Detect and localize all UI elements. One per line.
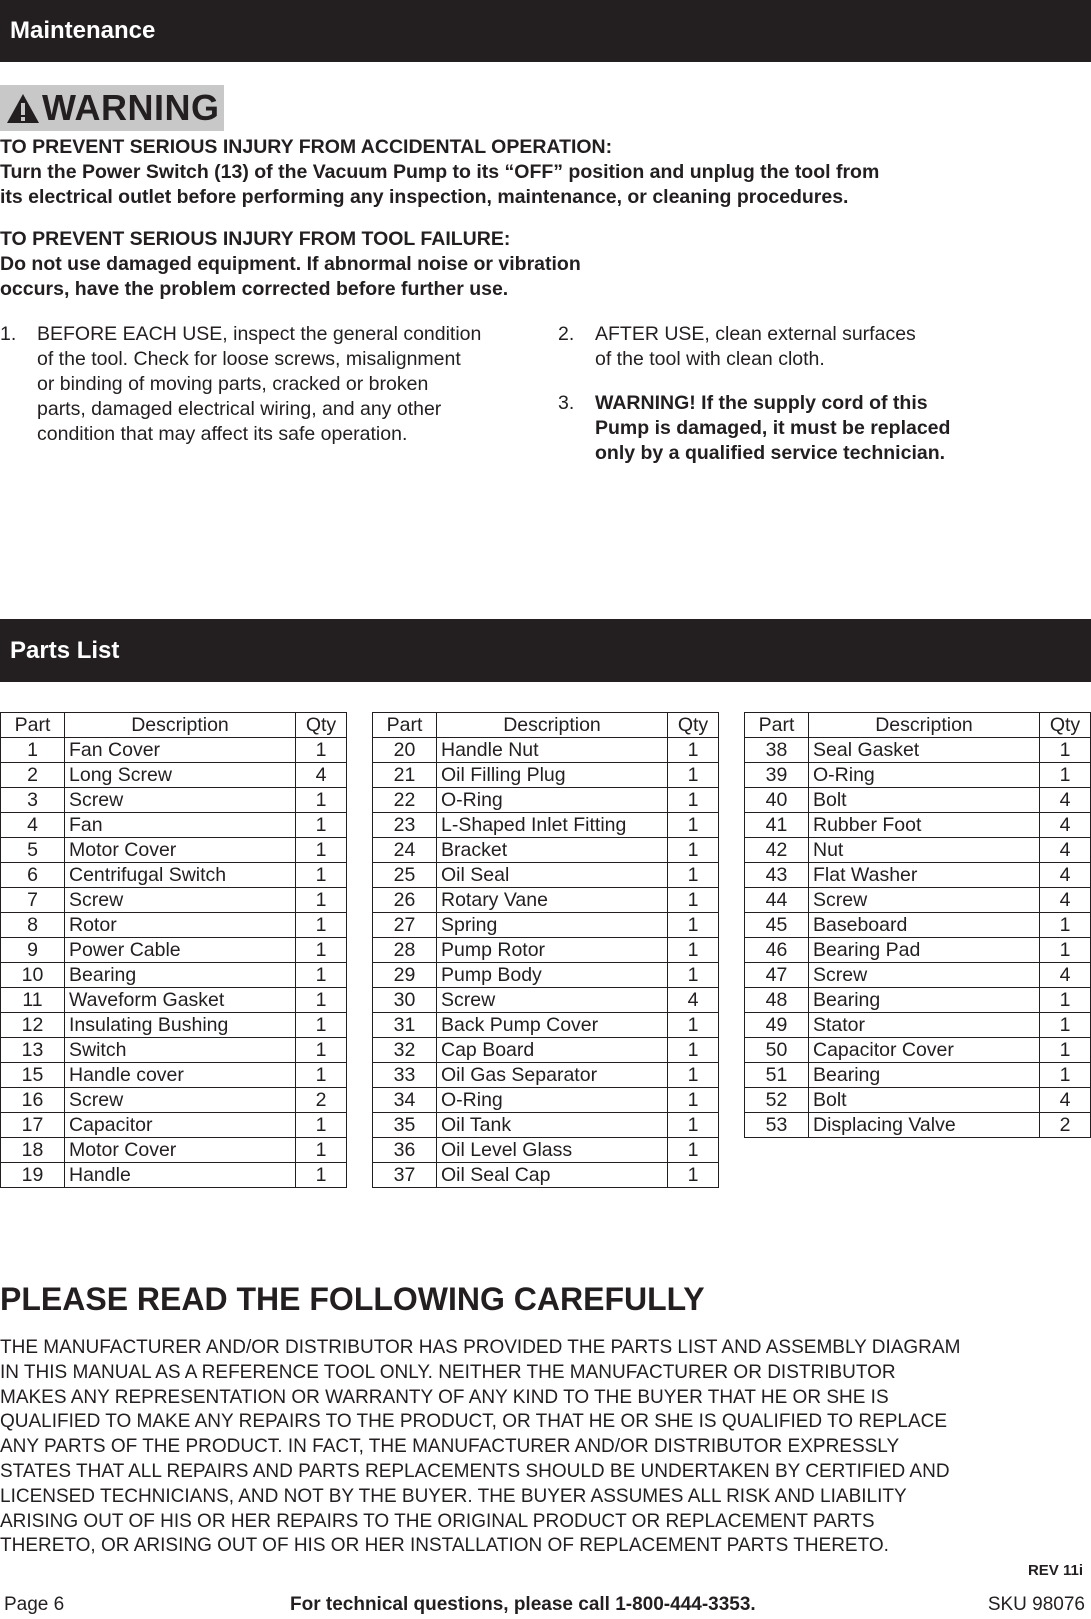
table-row: [745, 788, 1091, 813]
part-number-cell: 11: [1, 988, 65, 1013]
part-description-cell: Pump Body: [437, 963, 668, 988]
part-number-cell: 38: [745, 738, 809, 763]
part-number-cell: 53: [745, 1113, 809, 1138]
part-number-cell: 15: [1, 1063, 65, 1088]
part-qty-cell: 1: [668, 813, 719, 838]
table-row: [1, 1163, 347, 1188]
part-description-cell: Capacitor Cover: [809, 1038, 1040, 1063]
step-text: AFTER USE, clean external surfaces: [595, 323, 916, 345]
table-row: [1, 813, 347, 838]
parts-list-title: Parts List: [10, 637, 120, 664]
table-row: [745, 738, 1091, 763]
part-number-cell: 46: [745, 938, 809, 963]
warning-text: its electrical outlet before performing any inspection, maintenance, or cleaning procedures.: [0, 186, 849, 208]
part-number-cell: 35: [373, 1113, 437, 1138]
part-number-cell: 5: [1, 838, 65, 863]
notice-line: MAKES ANY REPRESENTATION OR WARRANTY OF ANY KIND TO THE BUYER THAT HE OR SHE IS: [0, 1386, 889, 1408]
table-row: [373, 1113, 719, 1138]
part-number-cell: 20: [373, 738, 437, 763]
part-description-cell: Screw: [65, 888, 296, 913]
table-row: [373, 1163, 719, 1188]
table-row: [1, 1013, 347, 1038]
part-qty-cell: 1: [296, 1113, 347, 1138]
maintenance-header: [0, 0, 1091, 62]
part-qty-cell: 1: [1040, 913, 1091, 938]
part-number-cell: 27: [373, 913, 437, 938]
part-number-cell: 44: [745, 888, 809, 913]
table-row: [373, 888, 719, 913]
part-description-cell: Bracket: [437, 838, 668, 863]
table-row: [745, 1088, 1091, 1113]
notice-line: ANY PARTS OF THE PRODUCT. IN FACT, THE MANUFACTURER AND/OR DISTRIBUTOR EXPRESSLY: [0, 1436, 900, 1458]
part-qty-cell: 4: [1040, 888, 1091, 913]
part-description-cell: Back Pump Cover: [437, 1013, 668, 1038]
table-row: [745, 938, 1091, 963]
part-description-cell: Fan Cover: [65, 738, 296, 763]
part-description-cell: Capacitor: [65, 1113, 296, 1138]
part-qty-cell: 1: [668, 1013, 719, 1038]
part-description-cell: Rubber Foot: [809, 813, 1040, 838]
part-qty-cell: 1: [296, 1013, 347, 1038]
notice-line: LICENSED TECHNICIANS, AND NOT BY THE BUYER. THE BUYER ASSUMES ALL RISK AND LIABILITY: [0, 1485, 907, 1507]
part-qty-cell: 4: [296, 763, 347, 788]
part-number-cell: 1: [1, 738, 65, 763]
part-description-cell: Bolt: [809, 1088, 1040, 1113]
part-qty-cell: 1: [296, 1163, 347, 1188]
part-description-cell: Rotor: [65, 913, 296, 938]
table-row: [373, 813, 719, 838]
column-header-description: Description: [437, 713, 668, 738]
part-number-cell: 32: [373, 1038, 437, 1063]
part-qty-cell: 1: [1040, 1038, 1091, 1063]
table-row: [1, 938, 347, 963]
column-header-description: Description: [809, 713, 1040, 738]
table-row: [373, 838, 719, 863]
table-row: [745, 913, 1091, 938]
column-header-part: Part: [745, 713, 809, 738]
part-description-cell: Oil Tank: [437, 1113, 668, 1138]
part-description-cell: Waveform Gasket: [65, 988, 296, 1013]
warning-text: Turn the Power Switch (13) of the Vacuum Pump to its “OFF” position and unplug the tool from: [0, 161, 880, 183]
part-description-cell: Rotary Vane: [437, 888, 668, 913]
column-header-qty: Qty: [296, 713, 347, 738]
column-header-part: Part: [1, 713, 65, 738]
part-qty-cell: 2: [1040, 1113, 1091, 1138]
part-qty-cell: 1: [668, 1063, 719, 1088]
part-qty-cell: 1: [668, 1038, 719, 1063]
part-number-cell: 36: [373, 1138, 437, 1163]
part-number-cell: 2: [1, 763, 65, 788]
part-number-cell: 25: [373, 863, 437, 888]
table-row: [373, 913, 719, 938]
table-row: [1, 763, 347, 788]
part-number-cell: 37: [373, 1163, 437, 1188]
part-qty-cell: 4: [1040, 963, 1091, 988]
part-description-cell: Screw: [65, 1088, 296, 1113]
part-description-cell: Handle Nut: [437, 738, 668, 763]
part-description-cell: Cap Board: [437, 1038, 668, 1063]
table-row: [1, 888, 347, 913]
maintenance-step-1: [0, 322, 481, 447]
part-number-cell: 21: [373, 763, 437, 788]
column-header-description: Description: [65, 713, 296, 738]
part-qty-cell: 4: [1040, 788, 1091, 813]
part-qty-cell: 1: [296, 988, 347, 1013]
part-qty-cell: 1: [296, 1038, 347, 1063]
part-description-cell: Motor Cover: [65, 1138, 296, 1163]
maintenance-step-2: [558, 322, 916, 372]
table-row: [373, 963, 719, 988]
step-text: of the tool with clean cloth.: [595, 348, 825, 370]
table-row: [1, 1088, 347, 1113]
part-number-cell: 43: [745, 863, 809, 888]
part-qty-cell: 1: [668, 1113, 719, 1138]
part-number-cell: 42: [745, 838, 809, 863]
part-description-cell: L-Shaped Inlet Fitting: [437, 813, 668, 838]
part-number-cell: 33: [373, 1063, 437, 1088]
part-description-cell: Spring: [437, 913, 668, 938]
part-description-cell: O-Ring: [437, 1088, 668, 1113]
part-description-cell: Oil Level Glass: [437, 1138, 668, 1163]
part-number-cell: 39: [745, 763, 809, 788]
part-number-cell: 9: [1, 938, 65, 963]
notice-line: ARISING OUT OF HIS OR HER REPAIRS TO THE ORIGINAL PRODUCT OR REPLACEMENT PARTS: [0, 1510, 875, 1532]
tech-support-line: For technical questions, please call 1-800-444-3353.: [290, 1594, 756, 1615]
part-qty-cell: 1: [668, 888, 719, 913]
warning-triangle-icon: [6, 93, 40, 124]
table-row: [373, 738, 719, 763]
step-text: Pump is damaged, it must be replaced: [595, 417, 951, 439]
part-description-cell: Oil Seal: [437, 863, 668, 888]
table-row: [745, 863, 1091, 888]
part-qty-cell: 1: [296, 738, 347, 763]
part-qty-cell: 1: [296, 888, 347, 913]
part-description-cell: Switch: [65, 1038, 296, 1063]
table-row: [1, 788, 347, 813]
part-number-cell: 28: [373, 938, 437, 963]
warning-badge: [0, 85, 224, 131]
part-description-cell: Centrifugal Switch: [65, 863, 296, 888]
part-description-cell: Bearing: [65, 963, 296, 988]
table-row: [745, 963, 1091, 988]
part-number-cell: 31: [373, 1013, 437, 1038]
sku-label: SKU 98076: [987, 1594, 1085, 1615]
part-description-cell: Screw: [809, 888, 1040, 913]
step-text: only by a qualified service technician.: [595, 442, 946, 464]
part-number-cell: 16: [1, 1088, 65, 1113]
step-text: BEFORE EACH USE, inspect the general condition: [37, 323, 482, 345]
table-row: [1, 863, 347, 888]
part-qty-cell: 1: [668, 1138, 719, 1163]
part-number-cell: 49: [745, 1013, 809, 1038]
column-header-qty: Qty: [668, 713, 719, 738]
warning-text: Do not use damaged equipment. If abnormal noise or vibration: [0, 253, 581, 275]
part-qty-cell: 1: [1040, 763, 1091, 788]
step-text: or binding of moving parts, cracked or broken: [37, 373, 429, 395]
table-row: [373, 988, 719, 1013]
part-number-cell: 8: [1, 913, 65, 938]
part-number-cell: 26: [373, 888, 437, 913]
part-qty-cell: 4: [668, 988, 719, 1013]
part-qty-cell: 1: [668, 913, 719, 938]
notice-line: QUALIFIED TO MAKE ANY REPAIRS TO THE PRODUCT, OR THAT HE OR SHE IS QUALIFIED TO REPLACE: [0, 1411, 948, 1433]
maintenance-title: Maintenance: [10, 17, 156, 44]
part-number-cell: 19: [1, 1163, 65, 1188]
step-text: condition that may affect its safe operation.: [37, 423, 408, 445]
part-description-cell: Screw: [65, 788, 296, 813]
part-qty-cell: 1: [668, 963, 719, 988]
step-number: 2.: [558, 323, 575, 345]
part-description-cell: Oil Gas Separator: [437, 1063, 668, 1088]
part-qty-cell: 1: [1040, 738, 1091, 763]
part-number-cell: 52: [745, 1088, 809, 1113]
part-description-cell: Screw: [437, 988, 668, 1013]
part-qty-cell: 1: [1040, 1063, 1091, 1088]
part-number-cell: 45: [745, 913, 809, 938]
part-qty-cell: 1: [1040, 988, 1091, 1013]
part-description-cell: Oil Filling Plug: [437, 763, 668, 788]
part-qty-cell: 1: [668, 1163, 719, 1188]
table-row: [373, 1063, 719, 1088]
warning-heading: TO PREVENT SERIOUS INJURY FROM ACCIDENTAL OPERATION:: [0, 136, 613, 158]
table-row: [373, 763, 719, 788]
notice-title: PLEASE READ THE FOLLOWING CAREFULLY: [0, 1281, 705, 1317]
part-description-cell: Baseboard: [809, 913, 1040, 938]
part-description-cell: Handle: [65, 1163, 296, 1188]
part-qty-cell: 2: [296, 1088, 347, 1113]
part-number-cell: 41: [745, 813, 809, 838]
warning-accidental-operation: [0, 135, 1000, 210]
part-number-cell: 24: [373, 838, 437, 863]
table-row: [373, 938, 719, 963]
part-qty-cell: 1: [296, 913, 347, 938]
part-qty-cell: 1: [668, 788, 719, 813]
notice-line: IN THIS MANUAL AS A REFERENCE TOOL ONLY. NEITHER THE MANUFACTURER OR DISTRIBUTOR: [0, 1361, 896, 1383]
part-description-cell: O-Ring: [809, 763, 1040, 788]
notice-line: STATES THAT ALL REPAIRS AND PARTS REPLACEMENTS SHOULD BE UNDERTAKEN BY CERTIFIED AND: [0, 1460, 950, 1482]
warning-tool-failure: [0, 227, 700, 302]
table-row: [745, 1063, 1091, 1088]
part-description-cell: Motor Cover: [65, 838, 296, 863]
part-qty-cell: 4: [1040, 838, 1091, 863]
part-number-cell: 22: [373, 788, 437, 813]
part-description-cell: Seal Gasket: [809, 738, 1040, 763]
maintenance-step-3: [558, 391, 950, 466]
part-number-cell: 40: [745, 788, 809, 813]
part-number-cell: 47: [745, 963, 809, 988]
table-row: [1, 1138, 347, 1163]
part-qty-cell: 1: [296, 1138, 347, 1163]
part-number-cell: 13: [1, 1038, 65, 1063]
warning-heading: TO PREVENT SERIOUS INJURY FROM TOOL FAILURE:: [0, 228, 511, 250]
table-row: [745, 813, 1091, 838]
parts-table-2: [372, 712, 719, 1188]
part-number-cell: 23: [373, 813, 437, 838]
step-text: WARNING! If the supply cord of this: [595, 392, 928, 414]
part-qty-cell: 1: [296, 813, 347, 838]
part-description-cell: Displacing Valve: [809, 1113, 1040, 1138]
table-row: [745, 838, 1091, 863]
notice-line: THERETO, OR ARISING OUT OF HIS OR HER INSTALLATION OF REPLACEMENT PARTS THERETO.: [0, 1535, 889, 1557]
part-number-cell: 10: [1, 963, 65, 988]
revision-label: REV 11i: [1027, 1562, 1083, 1579]
table-row: [745, 1013, 1091, 1038]
part-description-cell: Power Cable: [65, 938, 296, 963]
part-number-cell: 51: [745, 1063, 809, 1088]
table-row: [1, 1113, 347, 1138]
table-row: [1, 913, 347, 938]
part-number-cell: 29: [373, 963, 437, 988]
part-qty-cell: 4: [1040, 813, 1091, 838]
part-number-cell: 4: [1, 813, 65, 838]
table-row: [373, 1138, 719, 1163]
table-row: [745, 888, 1091, 913]
part-qty-cell: 4: [1040, 863, 1091, 888]
part-description-cell: Bolt: [809, 788, 1040, 813]
table-row: [1, 738, 347, 763]
part-description-cell: Long Screw: [65, 763, 296, 788]
parts-list-header: [0, 619, 1091, 682]
warning-label: WARNING: [42, 87, 220, 128]
part-qty-cell: 1: [296, 788, 347, 813]
table-row: [373, 1013, 719, 1038]
table-row: [745, 1038, 1091, 1063]
part-description-cell: Pump Rotor: [437, 938, 668, 963]
table-row: [1, 988, 347, 1013]
step-text: of the tool. Check for loose screws, misalignment: [37, 348, 461, 370]
table-row: [1, 963, 347, 988]
part-qty-cell: 1: [1040, 1013, 1091, 1038]
part-description-cell: Bearing Pad: [809, 938, 1040, 963]
table-row: [373, 788, 719, 813]
table-row: [1, 1038, 347, 1063]
column-header-part: Part: [373, 713, 437, 738]
part-number-cell: 17: [1, 1113, 65, 1138]
step-text: parts, damaged electrical wiring, and any other: [37, 398, 442, 420]
part-qty-cell: 1: [296, 863, 347, 888]
table-row: [373, 863, 719, 888]
table-row: [745, 988, 1091, 1013]
table-row: [373, 1088, 719, 1113]
table-row: [373, 1038, 719, 1063]
part-description-cell: O-Ring: [437, 788, 668, 813]
warning-text: occurs, have the problem corrected before further use.: [0, 278, 509, 300]
table-row: [1, 1063, 347, 1088]
part-qty-cell: 1: [668, 738, 719, 763]
page-number: Page 6: [4, 1594, 65, 1615]
part-description-cell: Bearing: [809, 1063, 1040, 1088]
part-description-cell: Bearing: [809, 988, 1040, 1013]
notice-line: THE MANUFACTURER AND/OR DISTRIBUTOR HAS PROVIDED THE PARTS LIST AND ASSEMBLY DIAGRAM: [0, 1337, 961, 1358]
step-number: 1.: [0, 323, 17, 345]
step-number: 3.: [558, 392, 575, 414]
part-qty-cell: 1: [296, 938, 347, 963]
part-number-cell: 30: [373, 988, 437, 1013]
part-number-cell: 7: [1, 888, 65, 913]
part-description-cell: Screw: [809, 963, 1040, 988]
table-row: [1, 838, 347, 863]
part-qty-cell: 4: [1040, 1088, 1091, 1113]
part-number-cell: 12: [1, 1013, 65, 1038]
part-number-cell: 48: [745, 988, 809, 1013]
part-qty-cell: 1: [296, 1063, 347, 1088]
parts-table-1: [0, 712, 347, 1188]
parts-table-3: [744, 712, 1091, 1138]
part-qty-cell: 1: [296, 963, 347, 988]
part-qty-cell: 1: [668, 863, 719, 888]
part-qty-cell: 1: [296, 838, 347, 863]
part-description-cell: Flat Washer: [809, 863, 1040, 888]
part-qty-cell: 1: [668, 838, 719, 863]
part-number-cell: 18: [1, 1138, 65, 1163]
part-description-cell: Oil Seal Cap: [437, 1163, 668, 1188]
part-number-cell: 3: [1, 788, 65, 813]
part-qty-cell: 1: [668, 938, 719, 963]
table-row: [745, 1113, 1091, 1138]
part-qty-cell: 1: [1040, 938, 1091, 963]
notice-body: [0, 1336, 1080, 1559]
part-description-cell: Handle cover: [65, 1063, 296, 1088]
part-number-cell: 34: [373, 1088, 437, 1113]
part-number-cell: 6: [1, 863, 65, 888]
part-description-cell: Fan: [65, 813, 296, 838]
table-row: [745, 763, 1091, 788]
part-number-cell: 50: [745, 1038, 809, 1063]
part-description-cell: Nut: [809, 838, 1040, 863]
part-qty-cell: 1: [668, 1088, 719, 1113]
part-description-cell: Insulating Bushing: [65, 1013, 296, 1038]
part-description-cell: Stator: [809, 1013, 1040, 1038]
part-qty-cell: 1: [668, 763, 719, 788]
column-header-qty: Qty: [1040, 713, 1091, 738]
